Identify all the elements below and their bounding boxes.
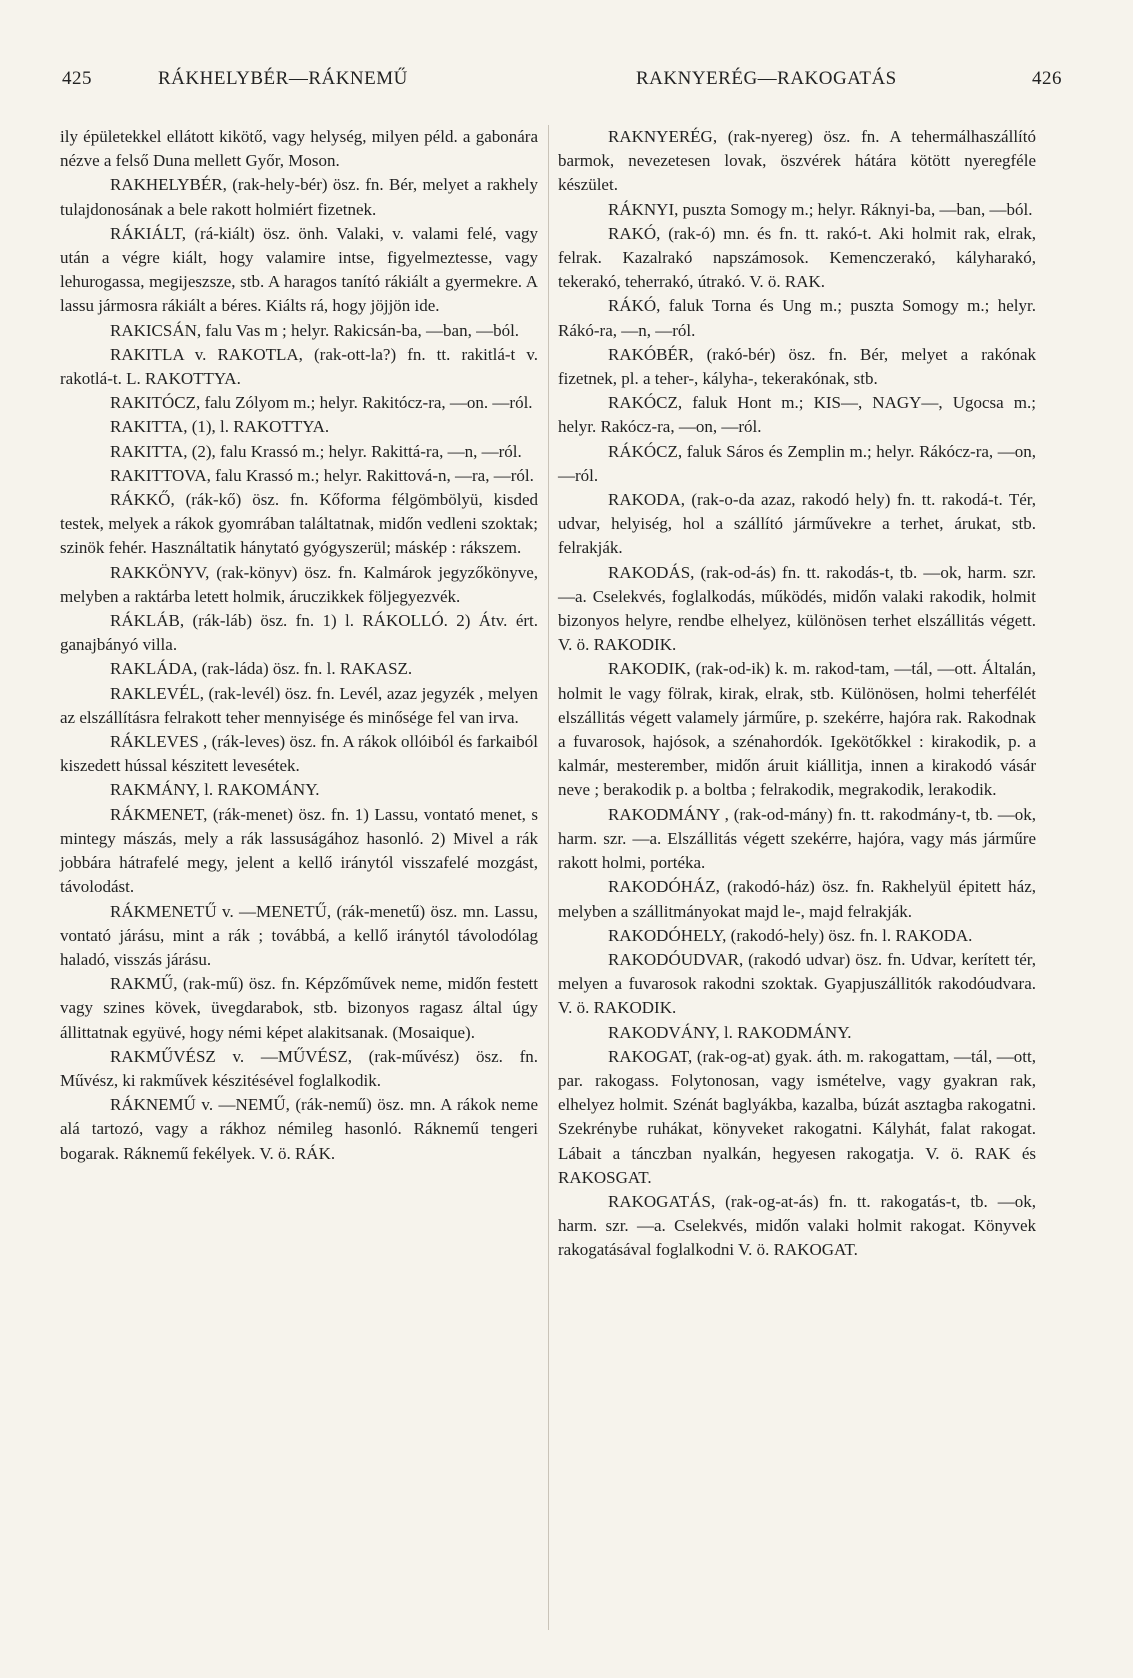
left-running-head: RÁKHELYBÉR—RÁKNEMŰ xyxy=(158,68,408,89)
dictionary-entry: RAKÓBÉR, (rakó-bér) ösz. fn. Bér, melyet a rakónak fizetnek, pl. a teher-, kályha-, tekerakónak, stb. xyxy=(558,344,1036,389)
dictionary-entry: RAKHELYBÉR, (rak-hely-bér) ösz. fn. Bér, melyet a rakhely tulajdonosának a bele rakott holmiért fizetnek. xyxy=(60,175,538,219)
right-column xyxy=(558,125,1036,1263)
dictionary-entry: RAKODMÁNY , (rak-od-mány) fn. tt. rakodmány-t, tb. —ok, harm. szr. —a. Elszállitás végett szekérre, hajóra, vagy más járműre rakott holmi, portéka. xyxy=(558,804,1036,873)
dictionary-entry: RAKODÓHELY, (rakodó-hely) ösz. fn. l. RAKODA. xyxy=(608,925,973,945)
dictionary-entry: RAKLEVÉL, (rak-levél) ösz. fn. Levél, azaz jegyzék , melyen az elszállításra felrakott teher mennyisége és minősége fel van irva. xyxy=(60,683,538,727)
dictionary-entry: RAKKÖNYV, (rak-könyv) ösz. fn. Kalmárok jegyzőkönyve, melyben a raktárba letett holmik, áruczikkek följegyezvék. xyxy=(60,562,538,606)
page-header xyxy=(62,68,1062,98)
dictionary-entry: RAKMÁNY, l. RAKOMÁNY. xyxy=(110,780,320,800)
dictionary-entry: RAKODVÁNY, l. RAKODMÁNY. xyxy=(608,1022,852,1042)
dictionary-entry: RÁKMENET, (rák-menet) ösz. fn. 1) Lassu, vontató menet, s mintegy mászás, mely a rák lassuságához hasonló. 2) Mivel a rák jobbára hátrafelé megy, jelent a kellő iránytól visszafelé mozgást, távolodást. xyxy=(60,804,538,897)
dictionary-entry: RAKODÓHÁZ, (rakodó-ház) ösz. fn. Rakhelyül épitett ház, melyben a szállitmányokat majd le-, majd felrakják. xyxy=(558,877,1036,921)
dictionary-entry: RÁKÓCZ, faluk Sáros és Zemplin m.; helyr. Rákócz-ra, —on, —ról. xyxy=(558,441,1036,485)
dictionary-entry: RAKMŰ, (rak-mű) ösz. fn. Képzőművek neme, midőn festett vagy szines kövek, üvegdarabok, stb. bizonyos ragasz által úgy állittatnak együvé, hogy némi képet alakitsanak. (Mosaique). xyxy=(60,974,538,1042)
dictionary-entry: RAKITLA v. RAKOTLA, (rak-ott-la?) fn. tt. rakitlá-t v. rakotlá-t. L. RAKOTTYA. xyxy=(60,344,538,389)
dictionary-entry: RAKNYERÉG, (rak-nyereg) ösz. fn. A tehermálhaszállító barmok, nevezetesen lovak, öszvérek hátára kötött nyeregféle készület. xyxy=(558,127,1036,195)
dictionary-entry: RAKÓCZ, faluk Hont m.; KIS—, NAGY—, Ugocsa m.; helyr. Rakócz-ra, —on, —ról. xyxy=(558,393,1036,437)
dictionary-entry: RAKOGAT, (rak-og-at) gyak. áth. m. rakogattam, —tál, —ott, par. rakogass. Folytonosan, vagy ismételve, vagy gyakran rak, elhelyez holmit. Szénát baglyákba, kazalba, búzát asztagba rakogatni. Szekrénybe ruhákat, könyveket rakogatni. Kályhát, falat rakogat. Lábait a tánczban nyalkán, hegyesen rakogatja. V. ö. RAK és RAKOSGAT. xyxy=(558,1046,1036,1187)
dictionary-entry: RAKITTOVA, falu Krassó m.; helyr. Rakittová-n, —ra, —ról. xyxy=(110,465,534,485)
dictionary-entry: RAKODA, (rak-o-da azaz, rakodó hely) fn. tt. rakodá-t. Tér, udvar, helyiség, hol a szállító járművekre a terhet, árukat, stb. felrakják. xyxy=(558,490,1036,558)
dictionary-entry: RÁKNYI, puszta Somogy m.; helyr. Ráknyi-ba, —ban, —ból. xyxy=(608,199,1033,219)
dictionary-entry: RÁKÓ, faluk Torna és Ung m.; puszta Somogy m.; helyr. Rákó-ra, —n, —ról. xyxy=(558,296,1036,340)
dictionary-entry: RÁKNEMŰ v. —NEMŰ, (rák-nemű) ösz. mn. A rákok neme alá tartozó, vagy a rákhoz némileg hasonló. Ráknemű tengeri bogarak. Ráknemű fekélyek. V. ö. RÁK. xyxy=(60,1095,538,1163)
dictionary-entry: RAKODÓUDVAR, (rakodó udvar) ösz. fn. Udvar, kerített tér, melyen a fuvarosok rakodni szoktak. Gyapjuszállitók rakodóudvara. V. ö. RAKODIK. xyxy=(558,949,1036,1018)
dictionary-entry: RAKÓ, (rak-ó) mn. és fn. tt. rakó-t. Aki holmit rak, elrak, felrak. Kazalrakó napszámosok. Kemenczerakó, kályharakó, tekerakó, teherrakó, útrakó. V. ö. RAK. xyxy=(558,223,1036,292)
column-divider xyxy=(548,125,549,1630)
dictionary-entry: RAKODIK, (rak-od-ik) k. m. rakod-tam, —tál, —ott. Általán, holmit le vagy fölrak, kirak, elrak, stb. Különösen, holmi teherfélét elszállitás végett valamely járműre, p. szekérre, hajóra rak. Rakodnak a fuvarosok, hajósok, a szénahordók. Igekötőkkel : kirakodik, p. a kalmár, mesterember, midőn áruit kiállitja, innen a kirakodó vásár neve ; berakodik p. a boltba ; felrakodik, megrakodik, lerakodik. xyxy=(558,659,1036,800)
dictionary-entry: RAKICSÁN, falu Vas m ; helyr. Rakicsán-ba, —ban, —ból. xyxy=(110,320,520,340)
dictionary-entry: RÁKKŐ, (rák-kő) ösz. fn. Kőforma félgömbölyü, kisded testek, melyek a rákok gyomrában találtatnak, midőn vedleni szoktak; szinök fehér. Használtatik hánytató gyógyszerül; máskép : rákszem. xyxy=(60,490,538,558)
dictionary-entry: RAKITTA, (2), falu Krassó m.; helyr. Rakittá-ra, —n, —ról. xyxy=(110,441,522,461)
dictionary-entry: RAKOGATÁS, (rak-og-at-ás) fn. tt. rakogatás-t, tb. —ok, harm. szr. —a. Cselekvés, midőn valaki holmit rakogat. Könyvek rakogatásával foglalkodni V. ö. RAKOGAT. xyxy=(558,1191,1036,1260)
dictionary-entry: RÁKLEVES , (rák-leves) ösz. fn. A rákok ollóiból és farkaiból kiszedett hússal készitett levesétek. xyxy=(60,732,538,776)
dictionary-entry: RAKMŰVÉSZ v. —MŰVÉSZ, (rak-művész) ösz. fn. Művész, ki rakművek készitésével foglalkodik. xyxy=(60,1046,538,1090)
dictionary-entry: RÁKMENETŰ v. —MENETŰ, (rák-menetű) ösz. mn. Lassu, vontató járásu, mint a rák ; továbbá, a kellő iránytól távolodólag haladó, visszás járásu. xyxy=(60,901,538,969)
dictionary-entry: RAKLÁDA, (rak-láda) ösz. fn. l. RAKASZ. xyxy=(110,659,413,679)
right-running-head: RAKNYERÉG—RAKOGATÁS xyxy=(636,68,897,89)
dictionary-entry: RÁKIÁLT, (rá-kiált) ösz. önh. Valaki, v. valami felé, vagy után a végre kiált, hogy valamire intse, figyelmeztesse, vagy lehurogassa, megijeszsze, stb. A haragos tanító rákiált a gyermekre. A lassu jármosra rákiált a béres. Kiálts rá, hogy jöjjön ide. xyxy=(60,223,538,316)
dictionary-entry: RÁKLÁB, (rák-láb) ösz. fn. 1) l. RÁKOLLÓ. 2) Átv. ért. ganajbányó villa. xyxy=(60,611,538,655)
left-page-number: 425 xyxy=(62,68,92,89)
dictionary-entry: ily épületekkel ellátott kikötő, vagy helység, milyen péld. a gabonára nézve a felső Duna mellett Győr, Moson. xyxy=(60,127,538,171)
dictionary-entry: RAKITTA, (1), l. RAKOTTYA. xyxy=(110,417,330,437)
dictionary-entry: RAKITÓCZ, falu Zólyom m.; helyr. Rakitócz-ra, —on. —ról. xyxy=(110,393,533,413)
dictionary-entry: RAKODÁS, (rak-od-ás) fn. tt. rakodás-t, tb. —ok, harm. szr. —a. Cselekvés, foglalkodás, működés, midőn valaki rakodik, holmit bizonyos helyre, rendbe elhelyez, különösen terhet elszállitás végett. V. ö. RAKODIK. xyxy=(558,562,1036,655)
left-column xyxy=(60,125,538,1166)
right-page-number: 426 xyxy=(1032,68,1062,89)
